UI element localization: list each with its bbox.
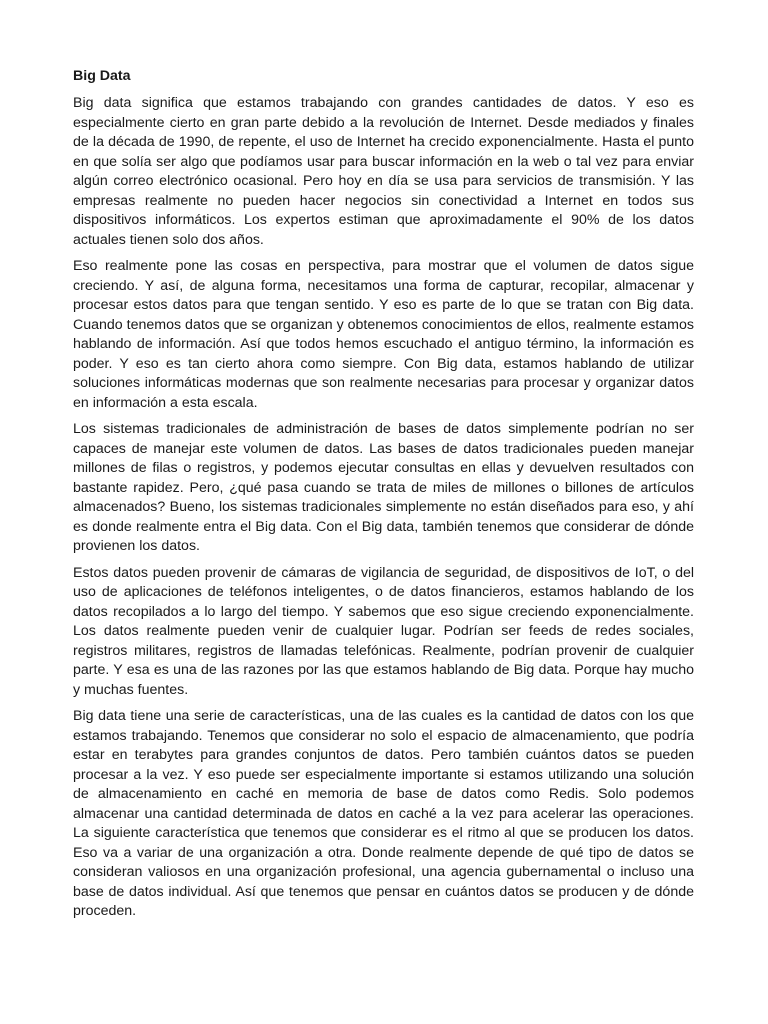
paragraph-3: Los sistemas tradicionales de administración de bases de datos simplemente podrían no ser capaces de manejar este volumen de datos. Las bases de datos tradicionales pueden manejar millones de filas o registros, y podemos ejecutar consultas en ellas y devuelven resultados con bastante rapidez. Pero, ¿qué pasa cuando se trata de miles de millones o billones de artículos almacenados? Bueno, los sistemas tradicionales simplemente no están diseñados para eso, y ahí es donde realmente entra el Big data. Con el Big data, también tenemos que considerar de dónde provienen los datos. bbox=[73, 421, 694, 554]
paragraph-5: Big data tiene una serie de características, una de las cuales es la cantidad de datos con los que estamos trabajando. Tenemos que considerar no solo el espacio de almacenamiento, que podría estar en terabytes para grandes conjuntos de datos. Pero también cuántos datos se pueden procesar a la vez. Y eso puede ser especialmente importante si estamos utilizando una solución de almacenamiento en caché en memoria de base de datos como Redis. Solo podemos almacenar una cantidad determinada de datos en caché a la vez para acelerar las operaciones. La siguiente característica que tenemos que considerar es el ritmo al que se producen los datos. Eso va a variar de una organización a otra. Donde realmente depende de qué tipo de datos se consideran valiosos en una organización profesional, una agencia gubernamental o incluso una base de datos individual. Así que tenemos que pensar en cuántos datos se producen y de dónde proceden. bbox=[73, 708, 694, 919]
paragraph-1: Big data significa que estamos trabajando con grandes cantidades de datos. Y eso es especialmente cierto en gran parte debido a la revolución de Internet. Desde mediados y finales de la década de 1990, de repente, el uso de Internet ha crecido exponencialmente. Hasta el punto en que solía ser algo que podíamos usar para buscar información en la web o tal vez para enviar algún correo electrónico ocasional. Pero hoy en día se usa para servicios de transmisión. Y las empresas realmente no pueden hacer negocios sin conectividad a Internet en todos sus dispositivos informáticos. Los expertos estiman que aproximadamente el 90% de los datos actuales tienen solo dos años. bbox=[73, 95, 694, 248]
document-title: Big Data bbox=[73, 68, 131, 84]
paragraph-4: Estos datos pueden provenir de cámaras de vigilancia de seguridad, de dispositivos de IoT, o del uso de aplicaciones de teléfonos inteligentes, o de datos financieros, estamos hablando de los datos recopilados a lo largo del tiempo. Y sabemos que eso sigue creciendo exponencialmente. Los datos realmente pueden venir de cualquier lugar. Podrían ser feeds de redes sociales, registros militares, registros de llamadas telefónicas. Realmente, podrían provenir de cualquier parte. Y esa es una de las razones por las que estamos hablando de Big data. Porque hay mucho y muchas fuentes. bbox=[73, 564, 694, 698]
paragraph-2: Eso realmente pone las cosas en perspectiva, para mostrar que el volumen de datos sigue creciendo. Y así, de alguna forma, necesitamos una forma de capturar, recopilar, almacenar y procesar estos datos para que tengan sentido. Y eso es parte de lo que se tratan con Big data. Cuando tenemos datos que se organizan y obtenemos conocimientos de ellos, realmente estamos hablando de información. Así que todos hemos escuchado el antiguo término, la información es poder. Y eso es tan cierto ahora como siempre. Con Big data, estamos hablando de utilizar soluciones informáticas modernas que son realmente necesarias para procesar y organizar datos en información a esta escala. bbox=[73, 258, 694, 411]
document-page bbox=[73, 66, 694, 929]
